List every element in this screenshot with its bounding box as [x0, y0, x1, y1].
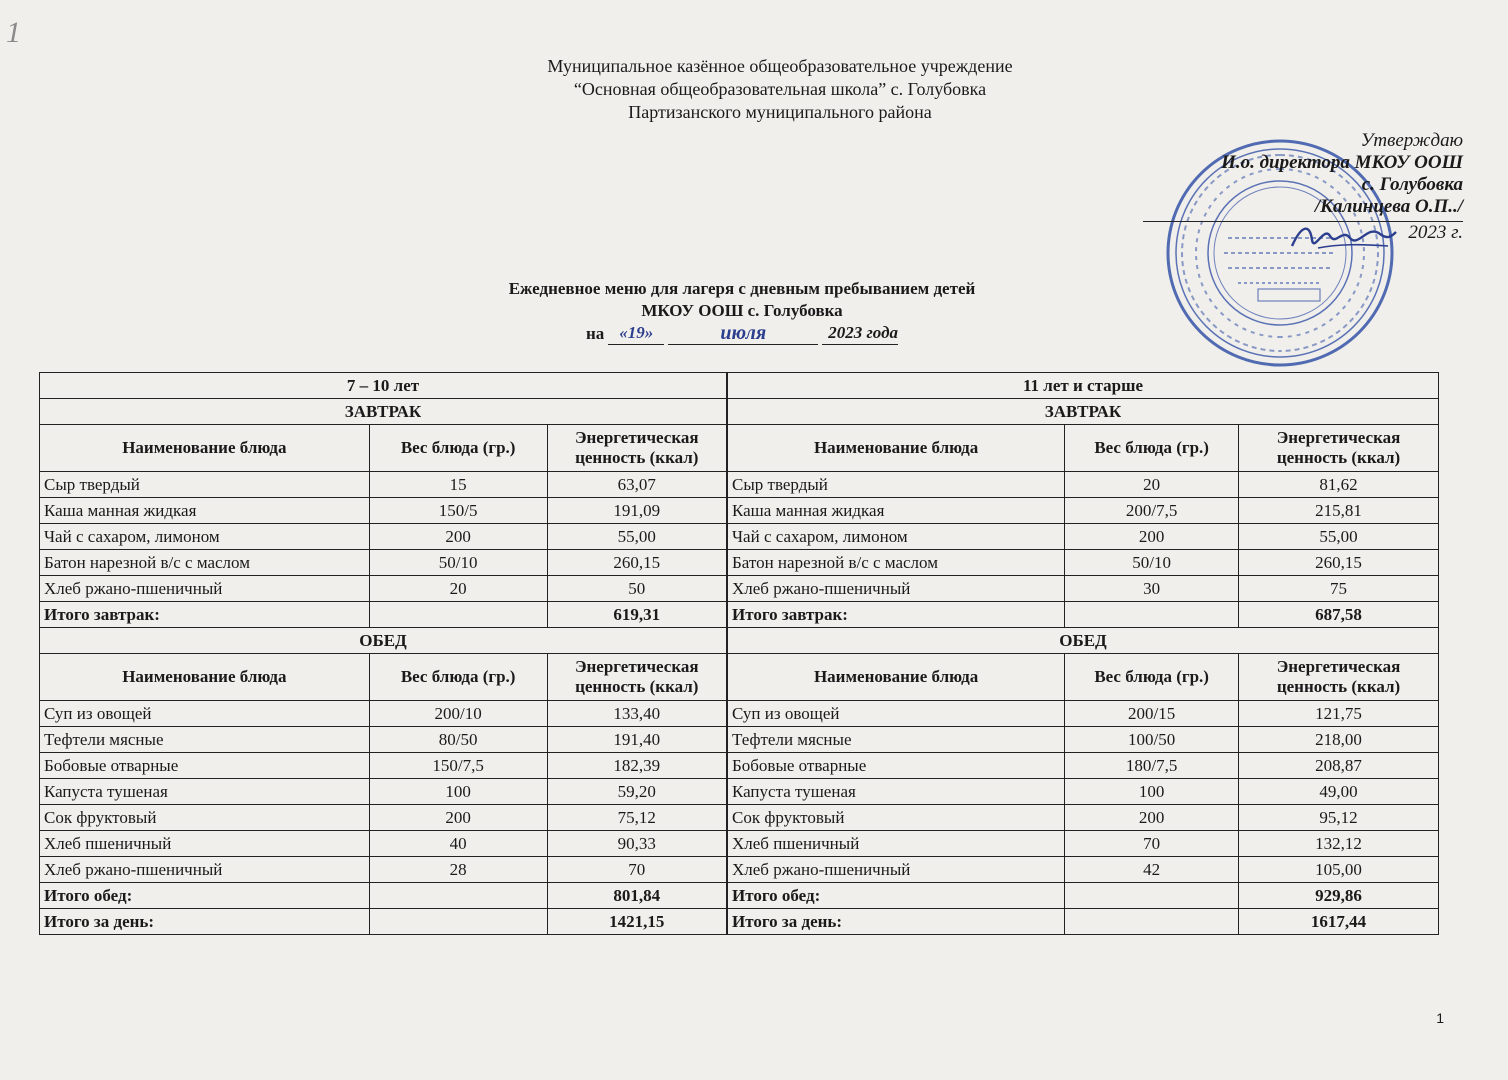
table-cell: 42 [1065, 857, 1239, 883]
approve-label: Утверждаю [1360, 130, 1463, 151]
table-cell: 80/50 [369, 727, 547, 753]
breakfast-header-left: ЗАВТРАК [40, 399, 728, 425]
table-cell: 49,00 [1239, 779, 1439, 805]
table-cell: Чай с сахаром, лимоном [727, 524, 1065, 550]
table-cell: 59,20 [547, 779, 727, 805]
table-cell: 180/7,5 [1065, 753, 1239, 779]
table-cell: 200 [1065, 805, 1239, 831]
table-cell: 50/10 [369, 550, 547, 576]
table-cell: Батон нарезной в/с с маслом [727, 550, 1065, 576]
table-cell: 30 [1065, 576, 1239, 602]
table-cell: 100 [369, 779, 547, 805]
page-mark: 1 [6, 16, 21, 49]
table-cell: Суп из овощей [40, 701, 370, 727]
table-cell: Итого за день: [727, 909, 1065, 935]
breakfast-header-right: ЗАВТРАК [727, 399, 1439, 425]
date-day: «19» [608, 322, 664, 345]
column-header: Вес блюда (гр.) [1065, 425, 1239, 472]
breakfast-column-headers [40, 425, 1439, 472]
organization-header [0, 55, 1508, 124]
lunch-header-left: ОБЕД [40, 628, 728, 654]
table-cell: Батон нарезной в/с с маслом [40, 550, 370, 576]
approve-date: 2023 г. [1143, 221, 1463, 244]
lunch-column-headers [40, 654, 1439, 701]
table-cell: 20 [1065, 472, 1239, 498]
table-cell: Сыр твердый [727, 472, 1065, 498]
breakfast-total-row [40, 602, 1439, 628]
table-cell: 133,40 [547, 701, 727, 727]
breakfast-header [40, 399, 1439, 425]
org-line-3: Партизанского муниципального района [628, 102, 932, 122]
table-cell: Хлеб ржано-пшеничный [727, 576, 1065, 602]
table-cell: 687,58 [1239, 602, 1439, 628]
table-cell: 1617,44 [1239, 909, 1439, 935]
table-cell: 200 [369, 524, 547, 550]
table-cell: 200/10 [369, 701, 547, 727]
age-group-header-left: 7 – 10 лет [40, 373, 728, 399]
table-cell: 260,15 [1239, 550, 1439, 576]
title-line-2: МКОУ ООШ с. Голубовка [641, 301, 843, 320]
lunch-header-right: ОБЕД [727, 628, 1439, 654]
table-cell: 801,84 [547, 883, 727, 909]
table-cell: 619,31 [547, 602, 727, 628]
approve-village: с. Голубовка [1361, 174, 1463, 195]
table-cell: 75,12 [547, 805, 727, 831]
table-cell: 105,00 [1239, 857, 1439, 883]
table-row [40, 805, 1439, 831]
table-cell: Хлеб ржано-пшеничный [40, 576, 370, 602]
column-header: Вес блюда (гр.) [1065, 654, 1239, 701]
table-cell: 100 [1065, 779, 1239, 805]
table-row [40, 831, 1439, 857]
table-cell: Тефтели мясные [40, 727, 370, 753]
table-cell: Итого завтрак: [40, 602, 370, 628]
table-cell: 215,81 [1239, 498, 1439, 524]
column-header: Наименование блюда [40, 425, 370, 472]
table-row [40, 576, 1439, 602]
table-cell: Каша манная жидкая [40, 498, 370, 524]
table-cell [369, 602, 547, 628]
lunch-header [40, 628, 1439, 654]
table-cell [1065, 602, 1239, 628]
table-cell: 200/7,5 [1065, 498, 1239, 524]
age-group-header-right: 11 лет и старше [727, 373, 1439, 399]
table-cell: Итого обед: [727, 883, 1065, 909]
column-header: Энергетическая ценность (ккал) [547, 425, 727, 472]
table-cell: 121,75 [1239, 701, 1439, 727]
table-cell: Тефтели мясные [727, 727, 1065, 753]
title-line-1: Ежедневное меню для лагеря с дневным пребыванием детей [508, 279, 976, 298]
table-row [40, 701, 1439, 727]
signature [1288, 218, 1398, 254]
age-group-header [40, 373, 1439, 399]
column-header: Вес блюда (гр.) [369, 654, 547, 701]
column-header: Наименование блюда [40, 654, 370, 701]
table-cell: 182,39 [547, 753, 727, 779]
table-cell: 75 [1239, 576, 1439, 602]
table-cell: 63,07 [547, 472, 727, 498]
table-cell: Хлеб пшеничный [727, 831, 1065, 857]
table-row [40, 550, 1439, 576]
menu-table [39, 372, 1439, 935]
table-cell: 150/7,5 [369, 753, 547, 779]
approve-position: И.о. директора МКОУ ООШ [1221, 152, 1463, 173]
document-title [0, 278, 1484, 345]
table-cell: 191,09 [547, 498, 727, 524]
table-cell: 55,00 [1239, 524, 1439, 550]
table-cell: 95,12 [1239, 805, 1439, 831]
table-row [40, 524, 1439, 550]
approve-name: /Калинцева О.П../ [1314, 196, 1463, 217]
table-cell [1065, 909, 1239, 935]
table-cell: 15 [369, 472, 547, 498]
table-cell: Бобовые отварные [727, 753, 1065, 779]
table-cell: Итого завтрак: [727, 602, 1065, 628]
table-cell: 132,12 [1239, 831, 1439, 857]
table-cell: Суп из овощей [727, 701, 1065, 727]
lunch-total-row [40, 883, 1439, 909]
table-cell: 200/15 [1065, 701, 1239, 727]
table-cell: 50 [547, 576, 727, 602]
page-number: 1 [1436, 1010, 1444, 1026]
table-cell: Чай с сахаром, лимоном [40, 524, 370, 550]
org-line-1: Муниципальное казённое общеобразовательное учреждение [547, 56, 1013, 76]
table-cell: 200 [1065, 524, 1239, 550]
table-cell: Сыр твердый [40, 472, 370, 498]
day-total-row [40, 909, 1439, 935]
table-cell: 218,00 [1239, 727, 1439, 753]
table-cell [369, 909, 547, 935]
table-row [40, 753, 1439, 779]
table-cell: Сок фруктовый [727, 805, 1065, 831]
table-cell: Итого обед: [40, 883, 370, 909]
table-cell: 100/50 [1065, 727, 1239, 753]
table-cell: Хлеб пшеничный [40, 831, 370, 857]
table-cell: 20 [369, 576, 547, 602]
table-cell [369, 883, 547, 909]
column-header: Энергетическая ценность (ккал) [547, 654, 727, 701]
table-cell: 70 [547, 857, 727, 883]
table-cell: 90,33 [547, 831, 727, 857]
org-line-2: “Основная общеобразовательная школа” с. Голубовка [573, 79, 987, 99]
table-cell: Бобовые отварные [40, 753, 370, 779]
table-cell: 55,00 [547, 524, 727, 550]
table-cell: 28 [369, 857, 547, 883]
column-header: Наименование блюда [727, 654, 1065, 701]
table-row [40, 498, 1439, 524]
column-header: Наименование блюда [727, 425, 1065, 472]
table-cell: Каша манная жидкая [727, 498, 1065, 524]
table-cell: Хлеб ржано-пшеничный [40, 857, 370, 883]
table-cell: 81,62 [1239, 472, 1439, 498]
date-prefix: на [585, 324, 605, 343]
table-cell: 200 [369, 805, 547, 831]
table-row [40, 857, 1439, 883]
table-cell: 929,86 [1239, 883, 1439, 909]
table-cell: Капуста тушеная [727, 779, 1065, 805]
column-header: Вес блюда (гр.) [369, 425, 547, 472]
date-month: июля [668, 322, 818, 345]
table-cell: Сок фруктовый [40, 805, 370, 831]
title-date [586, 322, 898, 345]
table-row [40, 779, 1439, 805]
table-cell: Итого за день: [40, 909, 370, 935]
table-cell: 1421,15 [547, 909, 727, 935]
table-cell: Капуста тушеная [40, 779, 370, 805]
table-cell: 150/5 [369, 498, 547, 524]
table-cell: 40 [369, 831, 547, 857]
table-cell: 50/10 [1065, 550, 1239, 576]
table-cell [1065, 883, 1239, 909]
table-row [40, 472, 1439, 498]
table-cell: 191,40 [547, 727, 727, 753]
column-header: Энергетическая ценность (ккал) [1239, 425, 1439, 472]
table-cell: 70 [1065, 831, 1239, 857]
table-cell: 260,15 [547, 550, 727, 576]
table-row [40, 727, 1439, 753]
table-cell: 208,87 [1239, 753, 1439, 779]
column-header: Энергетическая ценность (ккал) [1239, 654, 1439, 701]
date-year: 2023 года [822, 322, 898, 345]
table-cell: Хлеб ржано-пшеничный [727, 857, 1065, 883]
